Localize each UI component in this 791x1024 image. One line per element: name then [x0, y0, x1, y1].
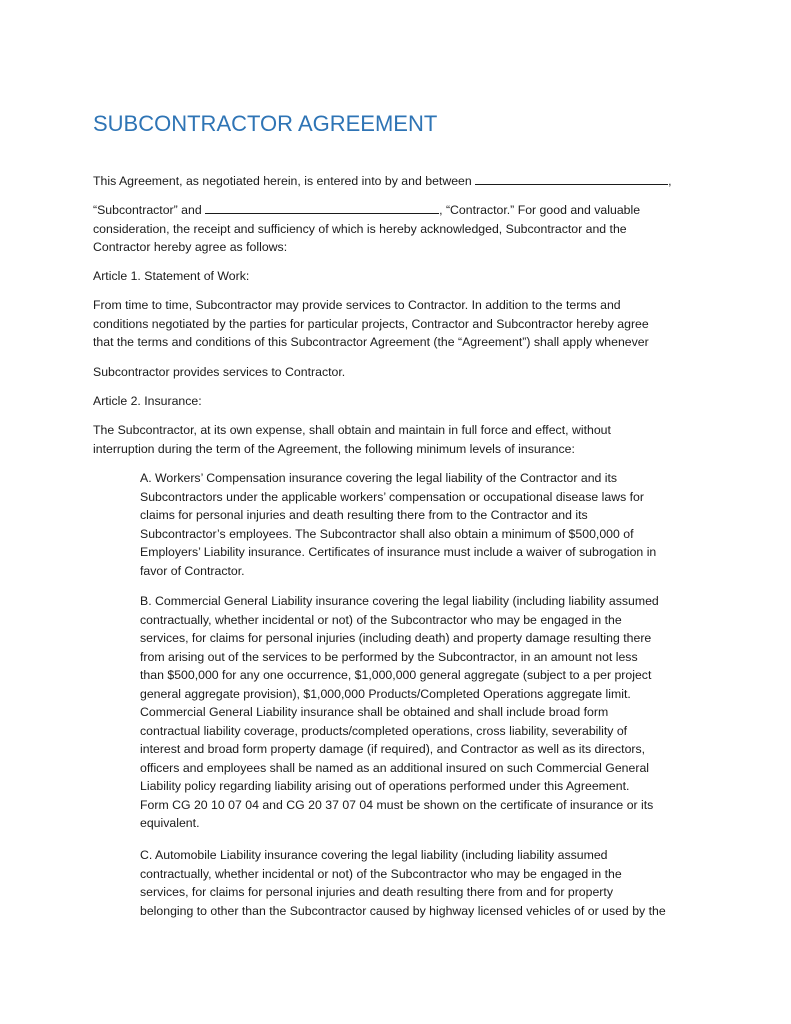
section-b-line: equivalent.: [140, 816, 200, 830]
article-2-paragraph: [93, 421, 703, 458]
section-b-line: from arising out of the services to be performed by the Subcontractor, in an amount not less: [140, 649, 638, 664]
article-1-continuation: Subcontractor provides services to Contractor.: [93, 365, 346, 379]
intro-subcontractor-text: “Subcontractor” and: [93, 203, 202, 217]
section-b-line: interest and broad form property damage (if required), and Contractor as well as its directors,: [140, 742, 646, 756]
section-b-line: B. Commercial General Liability insurance covering the legal liability (including liability assumed: [140, 594, 659, 608]
party-two-blank: [205, 201, 439, 214]
article-1-paragraph: [93, 296, 703, 352]
insurance-section-a: [140, 469, 705, 580]
article-1-line: conditions negotiated by the parties for particular projects, Contractor and Subcontractor hereby agree: [93, 316, 649, 331]
section-b-line: officers and employees shall be named as an additional insured on such Commercial General: [140, 760, 650, 775]
insurance-section-b: [140, 592, 705, 833]
article-2-line: The Subcontractor, at its own expense, shall obtain and maintain in full force and effect, without: [93, 423, 611, 437]
section-b-line: contractual liability coverage, products/completed operations, cross liability, severability of: [140, 723, 628, 738]
section-a-line: Employers’ Liability insurance. Certificates of insurance must include a waiver of subrogation in: [140, 545, 657, 559]
section-c-line: contractually, whether incidental or not) of the Subcontractor who may be engaged in the: [140, 866, 622, 881]
article-1-line: From time to time, Subcontractor may provide services to Contractor. In addition to the terms and: [93, 298, 621, 312]
section-a-line: Subcontractors under the applicable workers’ compensation or occupational disease laws for: [140, 489, 644, 504]
intro-line-1: [93, 172, 703, 191]
section-c-line: services, for claims for personal injuries and death resulting there from and for property: [140, 885, 613, 899]
intro-paragraph: [93, 201, 703, 257]
section-b-line: than $500,000 for any one occurrence, $1,000,000 general aggregate (subject to a per project: [140, 668, 652, 682]
article-1-line: that the terms and conditions of this Subcontractor Agreement (the “Agreement”) shall apply whenever: [93, 335, 649, 349]
intro-line-3: consideration, the receipt and sufficiency of which is hereby acknowledged, Subcontractor and the: [93, 221, 627, 236]
article-1-heading: Article 1. Statement of Work:: [93, 269, 250, 283]
intro-line-4: Contractor hereby agree as follows:: [93, 240, 288, 254]
article-2-heading: Article 2. Insurance:: [93, 394, 202, 408]
section-a-line: favor of Contractor.: [140, 563, 245, 578]
section-c-line: belonging to other than the Subcontractor caused by highway licensed vehicles of or used by the: [140, 903, 666, 918]
section-a-line: claims for personal injuries and death resulting there from to the Contractor and its: [140, 508, 588, 522]
section-b-line: Commercial General Liability insurance shall be obtained and shall include broad form: [140, 705, 609, 719]
section-b-line: services, for claims for personal injuries (including death) and property damage resulting there: [140, 631, 652, 645]
document-title: SUBCONTRACTOR AGREEMENT: [93, 111, 438, 136]
section-a-line: A. Workers’ Compensation insurance covering the legal liability of the Contractor and its: [140, 471, 618, 485]
intro-comma: ,: [668, 174, 672, 188]
article-2-line: interruption during the term of the Agreement, the following minimum levels of insurance:: [93, 441, 575, 456]
party-one-blank: [475, 172, 668, 185]
section-c-line: C. Automobile Liability insurance covering the legal liability (including liability assumed: [140, 848, 608, 862]
section-b-line: Liability policy regarding liability arising out of operations performed under this Agreement.: [140, 779, 630, 793]
section-b-line: general aggregate provision), $1,000,000 Products/Completed Operations aggregate limit.: [140, 686, 631, 701]
section-b-line: contractually, whether incidental or not) of the Subcontractor who may be engaged in the: [140, 612, 622, 627]
intro-text: This Agreement, as negotiated herein, is entered into by and between: [93, 174, 472, 188]
insurance-section-c: [140, 846, 705, 920]
intro-contractor-text: , “Contractor.” For good and valuable: [439, 203, 641, 217]
section-a-line: Subcontractor’s employees. The Subcontractor shall also obtain a minimum of $500,000 of: [140, 526, 634, 541]
section-b-line: Form CG 20 10 07 04 and CG 20 37 07 04 must be shown on the certificate of insurance or its: [140, 797, 654, 812]
